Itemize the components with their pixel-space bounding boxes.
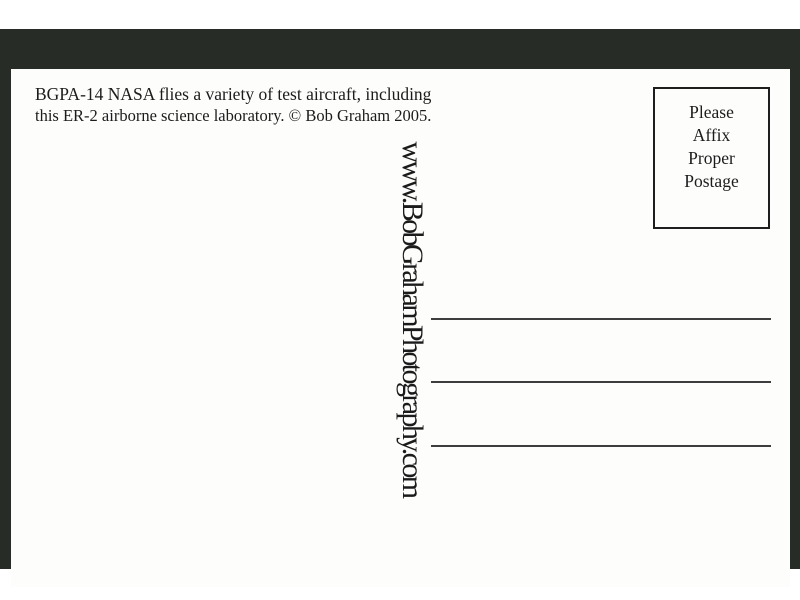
address-line <box>431 381 771 383</box>
postage-line: Affix <box>692 125 731 145</box>
watermark-url: www.BobGrahamPhotography.com <box>396 141 429 497</box>
address-line <box>431 445 771 447</box>
caption-line-1: BGPA-14 NASA flies a variety of test aircraft, including <box>35 84 432 104</box>
caption-line-2: this ER-2 airborne science laboratory. © Bob Graham 2005. <box>35 106 432 125</box>
postcard-back <box>11 69 790 587</box>
caption <box>35 83 431 126</box>
postage-line: Proper <box>688 148 735 168</box>
address-line <box>431 318 771 320</box>
postage-box <box>653 87 770 229</box>
postage-line: Postage <box>684 171 739 191</box>
postcard-frame <box>0 29 800 569</box>
postage-line: Please <box>689 102 734 122</box>
